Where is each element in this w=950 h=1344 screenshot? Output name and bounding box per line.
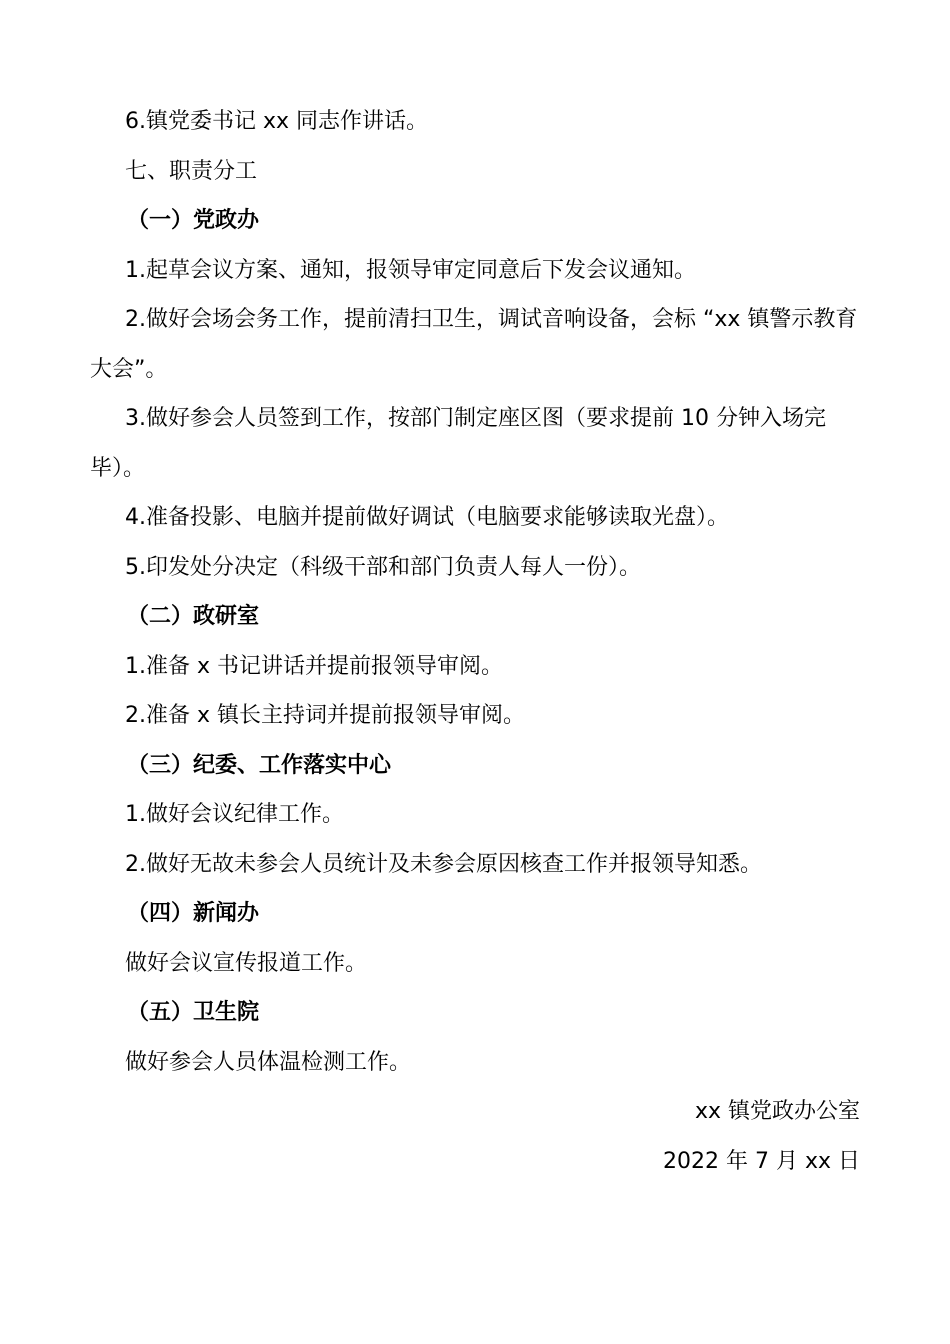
paragraph-item: 做好参会人员体温检测工作。 (125, 1049, 412, 1075)
paragraph-item: 5.印发处分决定（科级干部和部门负责人每人一份）。 (125, 554, 641, 580)
section-title-duties: 七、职责分工 (125, 158, 258, 184)
paragraph-item: 2.做好会场会务工作，提前清扫卫生，调试音响设备，会标 “xx 镇警示教育大会”。 (90, 307, 858, 382)
subsection-heading-party-office: （一）党政办 (127, 208, 260, 233)
subsection-heading-news-office: （四）新闻办 (127, 901, 260, 926)
signature-date: 2022 年 7 月 xx 日 (663, 1148, 860, 1174)
paragraph-item: 4.准备投影、电脑并提前做好调试（电脑要求能够读取光盘）。 (125, 505, 729, 530)
document-page (90, 97, 860, 1186)
paragraph-item-6: 6.镇党委书记 xx 同志作讲话。 (125, 109, 429, 134)
paragraph-item: 做好会议宣传报道工作。 (125, 950, 368, 976)
paragraph-item: 3.做好参会人员签到工作，按部门制定座区图（要求提前 10 分钟入场完毕）。 (90, 406, 826, 481)
subsection-heading-policy-research: （二）政研室 (127, 604, 260, 629)
paragraph-item: 2.做好无故未参会人员统计及未参会原因核查工作并报领导知悉。 (125, 851, 762, 877)
subsection-heading-health-center: （五）卫生院 (127, 1000, 260, 1025)
paragraph-item: 1.准备 x 书记讲话并提前报领导审阅。 (125, 653, 503, 679)
paragraph-item: 1.做好会议纪律工作。 (125, 802, 344, 827)
paragraph-item: 1.起草会议方案、通知，报领导审定同意后下发会议通知。 (125, 257, 696, 283)
subsection-heading-discipline: （三）纪委、工作落实中心 (127, 752, 392, 778)
paragraph-item: 2.准备 x 镇长主持词并提前报领导审阅。 (125, 703, 525, 728)
signature-org: xx 镇党政办公室 (694, 1099, 860, 1124)
